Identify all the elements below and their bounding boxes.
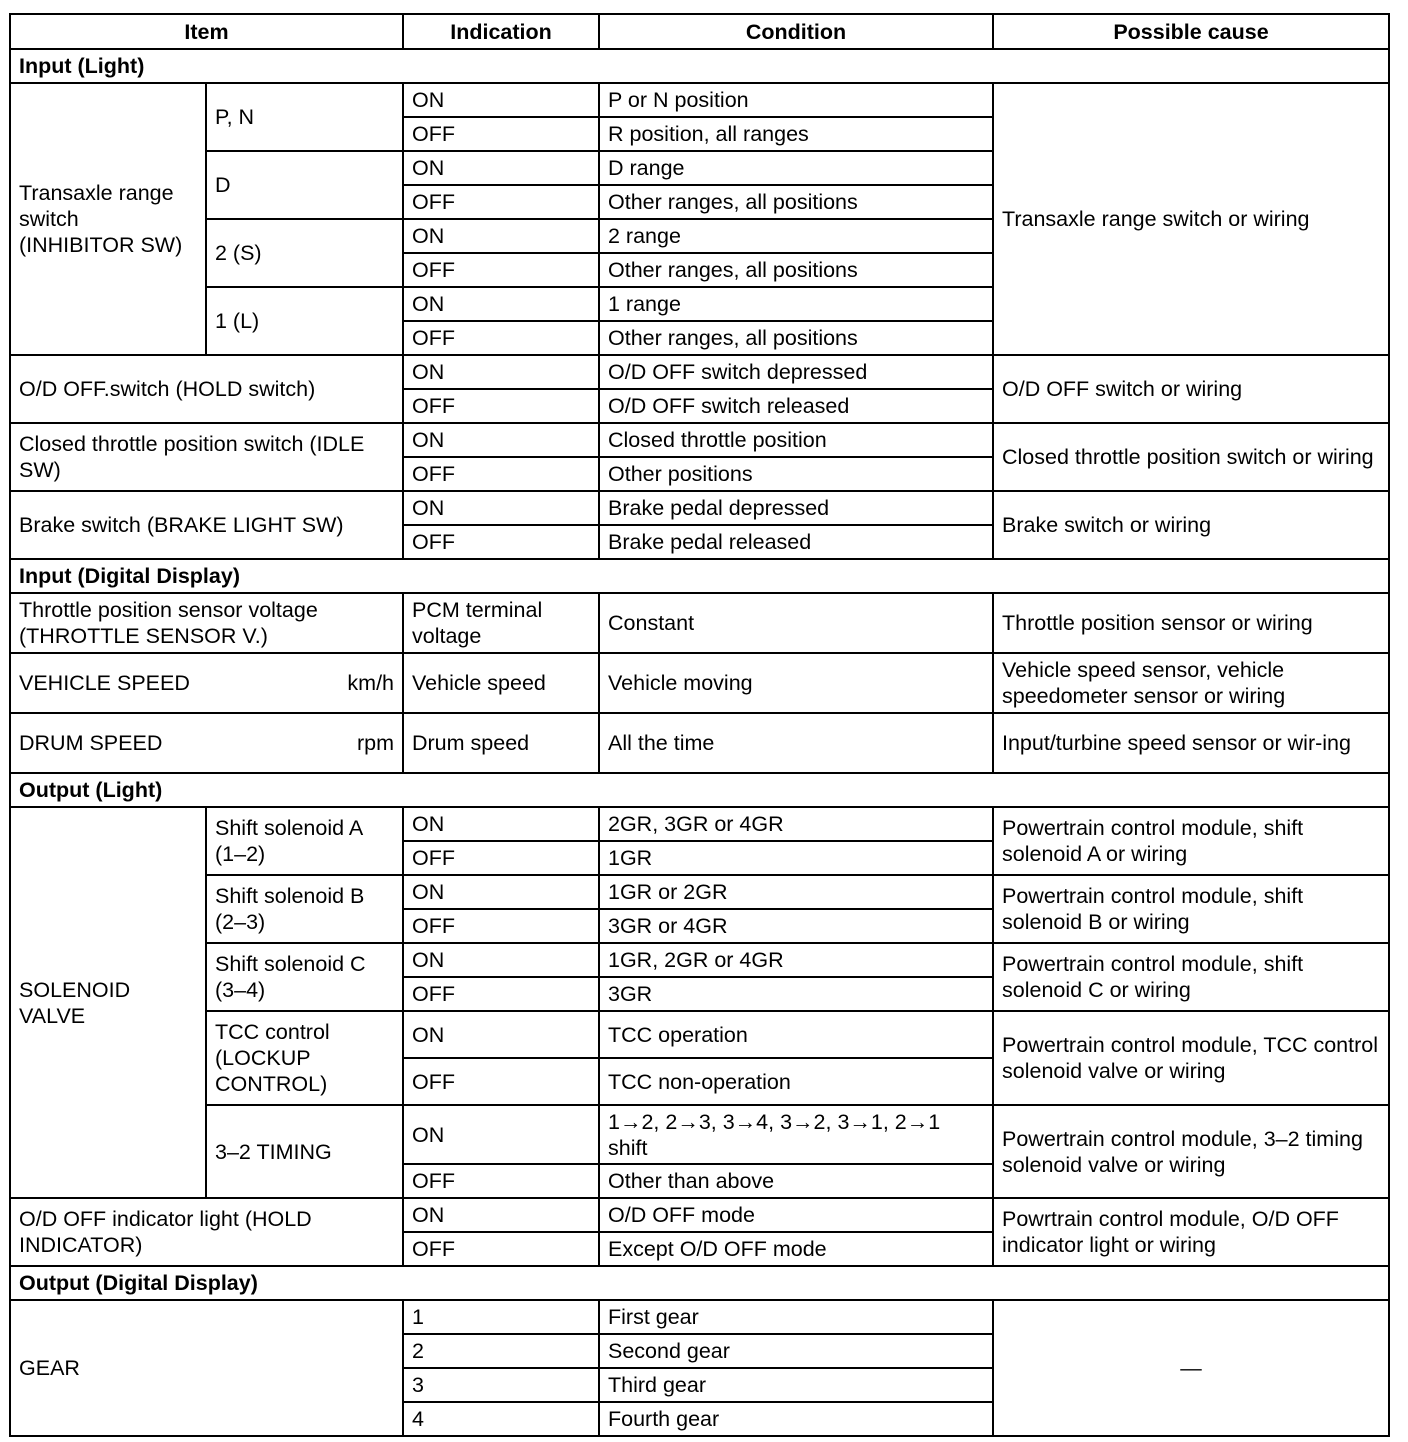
item-vehicle-speed xyxy=(10,653,403,713)
indication-cell: ON xyxy=(403,1011,599,1058)
condition-cell: TCC operation xyxy=(599,1011,993,1058)
indication-cell: 2 xyxy=(403,1334,599,1368)
cause-cell: Closed throttle position switch or wiring xyxy=(993,423,1389,491)
condition-cell: 3GR or 4GR xyxy=(599,909,993,943)
item-throttle-sensor-voltage: Throttle position sensor voltage (THROTTLE SENSOR V.) xyxy=(10,593,403,653)
indication-cell: OFF xyxy=(403,117,599,151)
table-row xyxy=(10,1198,1389,1232)
table-row xyxy=(10,875,1389,909)
condition-cell: Third gear xyxy=(599,1368,993,1402)
sub-item: TCC control (LOCKUP CONTROL) xyxy=(206,1011,403,1105)
indication-cell: PCM terminal voltage xyxy=(403,593,599,653)
diagnostic-table-sheet xyxy=(9,13,1390,1437)
item-idle-switch: Closed throttle position switch (IDLE SW) xyxy=(10,423,403,491)
section-title-output-digital: Output (Digital Display) xyxy=(10,1266,1389,1300)
indication-cell: ON xyxy=(403,943,599,977)
indication-cell: ON xyxy=(403,1105,599,1164)
diagnostic-table xyxy=(9,13,1390,1437)
sub-item: D xyxy=(206,151,403,219)
item-unit: rpm xyxy=(356,731,394,755)
section-title-input-digital: Input (Digital Display) xyxy=(10,559,1389,593)
indication-cell: ON xyxy=(403,83,599,117)
condition-cell: Other ranges, all positions xyxy=(599,321,993,355)
condition-cell: D range xyxy=(599,151,993,185)
condition-cell: Other positions xyxy=(599,457,993,491)
table-row xyxy=(10,491,1389,525)
indication-cell: OFF xyxy=(403,1164,599,1198)
item-od-off-switch: O/D OFF.switch (HOLD switch) xyxy=(10,355,403,423)
condition-cell: Constant xyxy=(599,593,993,653)
item-transaxle-range-switch: Transaxle range switch (INHIBITOR SW) xyxy=(10,83,206,355)
condition-cell: O/D OFF mode xyxy=(599,1198,993,1232)
indication-cell: ON xyxy=(403,287,599,321)
indication-cell: ON xyxy=(403,807,599,841)
condition-cell: P or N position xyxy=(599,83,993,117)
item-label-with-unit xyxy=(19,670,394,696)
indication-cell: OFF xyxy=(403,525,599,559)
item-solenoid-valve: SOLENOID VALVE xyxy=(10,807,206,1198)
condition-cell: All the time xyxy=(599,713,993,773)
item-label-with-unit xyxy=(19,730,394,756)
condition-cell: Other than above xyxy=(599,1164,993,1198)
sub-item: 3–2 TIMING xyxy=(206,1105,403,1198)
sub-item: 1 (L) xyxy=(206,287,403,355)
cause-cell: Powertrain control module, shift solenoid A or wiring xyxy=(993,807,1389,875)
indication-cell: OFF xyxy=(403,1058,599,1105)
condition-cell: 3GR xyxy=(599,977,993,1011)
table-row xyxy=(10,83,1389,117)
condition-cell: Second gear xyxy=(599,1334,993,1368)
condition-cell: 1 range xyxy=(599,287,993,321)
indication-cell: ON xyxy=(403,491,599,525)
table-row xyxy=(10,1300,1389,1334)
indication-cell: OFF xyxy=(403,253,599,287)
indication-cell: OFF xyxy=(403,185,599,219)
indication-cell: ON xyxy=(403,151,599,185)
cause-cell: Throttle position sensor or wiring xyxy=(993,593,1389,653)
table-row xyxy=(10,713,1389,773)
cause-cell: Brake switch or wiring xyxy=(993,491,1389,559)
cause-cell: Input/turbine speed sensor or wir-ing xyxy=(993,713,1389,773)
item-gear: GEAR xyxy=(10,1300,403,1436)
table-row xyxy=(10,423,1389,457)
cause-cell: Powertrain control module, shift solenoid B or wiring xyxy=(993,875,1389,943)
table-row xyxy=(10,1105,1389,1164)
indication-cell: OFF xyxy=(403,977,599,1011)
indication-cell: ON xyxy=(403,423,599,457)
sub-item: Shift solenoid A (1–2) xyxy=(206,807,403,875)
sub-item: Shift solenoid B (2–3) xyxy=(206,875,403,943)
table-row xyxy=(10,807,1389,841)
condition-cell: 1GR or 2GR xyxy=(599,875,993,909)
section-title-output-light: Output (Light) xyxy=(10,773,1389,807)
condition-cell: 1GR, 2GR or 4GR xyxy=(599,943,993,977)
indication-cell: OFF xyxy=(403,457,599,491)
item-label: VEHICLE SPEED xyxy=(19,671,190,695)
cause-cell: Powertrain control module, TCC control solenoid valve or wiring xyxy=(993,1011,1389,1105)
condition-cell: TCC non-operation xyxy=(599,1058,993,1105)
section-row xyxy=(10,559,1389,593)
cause-cell: Transaxle range switch or wiring xyxy=(993,83,1389,355)
cause-cell: Powrtrain control module, O/D OFF indicator light or wiring xyxy=(993,1198,1389,1266)
cause-cell: Powertrain control module, shift solenoid C or wiring xyxy=(993,943,1389,1011)
indication-cell: ON xyxy=(403,875,599,909)
condition-cell: Other ranges, all positions xyxy=(599,253,993,287)
sub-item: 2 (S) xyxy=(206,219,403,287)
condition-cell: 2 range xyxy=(599,219,993,253)
sub-item: Shift solenoid C (3–4) xyxy=(206,943,403,1011)
condition-cell: R position, all ranges xyxy=(599,117,993,151)
section-title-input-light: Input (Light) xyxy=(10,49,1389,83)
cause-cell: Powertrain control module, 3–2 timing solenoid valve or wiring xyxy=(993,1105,1389,1198)
condition-cell: 1GR xyxy=(599,841,993,875)
table-row xyxy=(10,943,1389,977)
header-item: Item xyxy=(10,14,403,49)
indication-cell: 3 xyxy=(403,1368,599,1402)
condition-cell: Closed throttle position xyxy=(599,423,993,457)
condition-cell: O/D OFF switch depressed xyxy=(599,355,993,389)
condition-cell: Brake pedal depressed xyxy=(599,491,993,525)
condition-cell: First gear xyxy=(599,1300,993,1334)
cause-cell: O/D OFF switch or wiring xyxy=(993,355,1389,423)
indication-cell: 4 xyxy=(403,1402,599,1436)
condition-cell: Fourth gear xyxy=(599,1402,993,1436)
indication-cell: ON xyxy=(403,355,599,389)
indication-cell: ON xyxy=(403,1198,599,1232)
table-row xyxy=(10,1011,1389,1058)
header-condition: Condition xyxy=(599,14,993,49)
indication-cell: OFF xyxy=(403,841,599,875)
indication-cell: OFF xyxy=(403,1232,599,1266)
header-indication: Indication xyxy=(403,14,599,49)
condition-cell: 2GR, 3GR or 4GR xyxy=(599,807,993,841)
indication-cell: Drum speed xyxy=(403,713,599,773)
section-row xyxy=(10,1266,1389,1300)
sub-item: P, N xyxy=(206,83,403,151)
item-unit: km/h xyxy=(347,671,394,695)
indication-cell: Vehicle speed xyxy=(403,653,599,713)
section-row xyxy=(10,773,1389,807)
condition-cell: Brake pedal released xyxy=(599,525,993,559)
item-label: DRUM SPEED xyxy=(19,731,163,755)
condition-cell: Except O/D OFF mode xyxy=(599,1232,993,1266)
table-row xyxy=(10,593,1389,653)
condition-cell: Vehicle moving xyxy=(599,653,993,713)
table-row xyxy=(10,355,1389,389)
condition-cell: 1→2, 2→3, 3→4, 3→2, 3→1, 2→1 shift xyxy=(599,1105,993,1164)
indication-cell: OFF xyxy=(403,389,599,423)
header-row xyxy=(10,14,1389,49)
indication-cell: OFF xyxy=(403,321,599,355)
cause-cell: Vehicle speed sensor, vehicle speedometer sensor or wiring xyxy=(993,653,1389,713)
item-brake-switch: Brake switch (BRAKE LIGHT SW) xyxy=(10,491,403,559)
table-row xyxy=(10,653,1389,713)
section-row xyxy=(10,49,1389,83)
indication-cell: ON xyxy=(403,219,599,253)
condition-cell: O/D OFF switch released xyxy=(599,389,993,423)
header-cause: Possible cause xyxy=(993,14,1389,49)
item-od-off-indicator: O/D OFF indicator light (HOLD INDICATOR) xyxy=(10,1198,403,1266)
item-drum-speed xyxy=(10,713,403,773)
condition-cell: Other ranges, all positions xyxy=(599,185,993,219)
cause-cell: — xyxy=(993,1300,1389,1436)
indication-cell: OFF xyxy=(403,909,599,943)
indication-cell: 1 xyxy=(403,1300,599,1334)
